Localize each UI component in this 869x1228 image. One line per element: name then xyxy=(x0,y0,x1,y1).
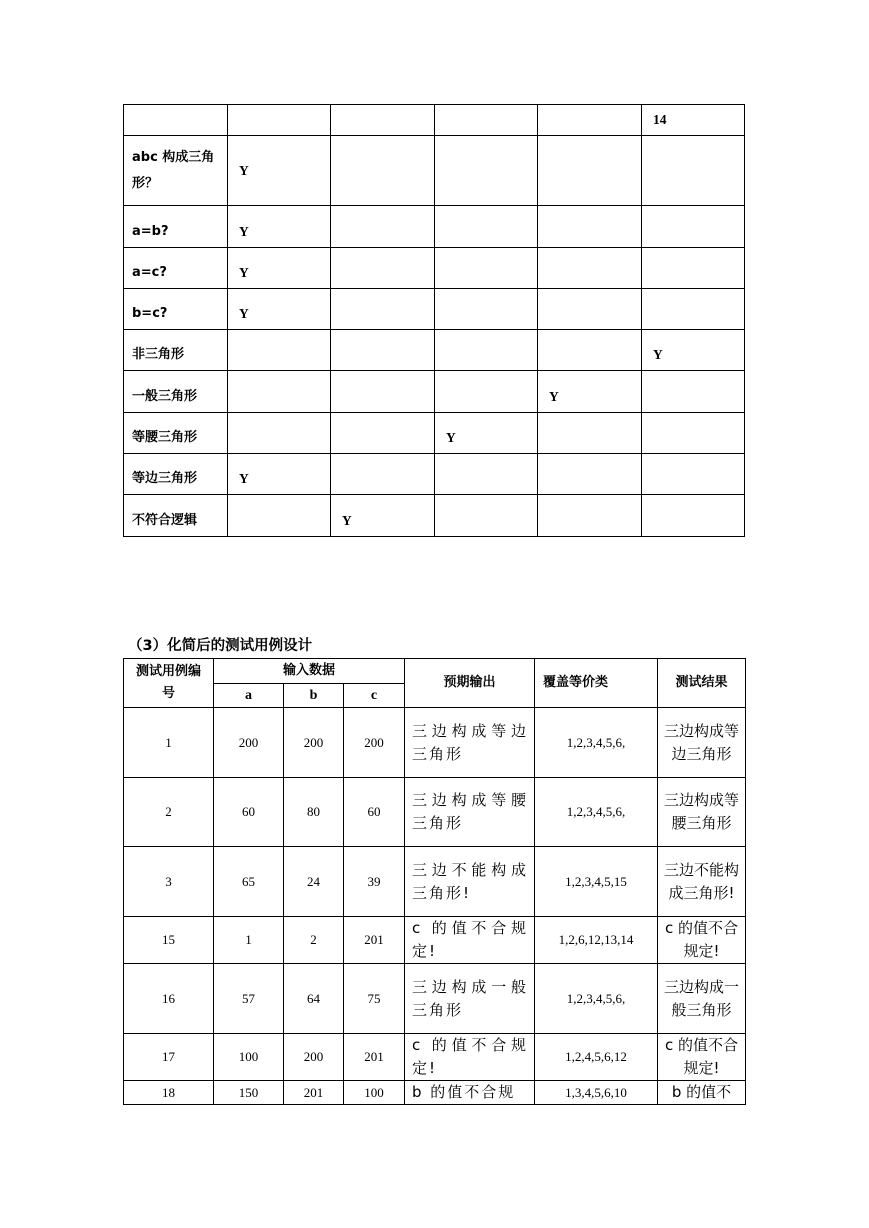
decision-cell xyxy=(331,105,435,136)
decision-cell xyxy=(642,206,745,248)
decision-cell xyxy=(538,206,642,248)
decision-cell xyxy=(538,289,642,330)
decision-cell xyxy=(435,248,538,289)
decision-cell: Y xyxy=(642,330,745,371)
decision-cell xyxy=(435,371,538,413)
input-a-cell: 200 xyxy=(214,708,284,778)
coverage-cell: 1,2,4,5,6,12 xyxy=(535,1034,658,1081)
case-id-cell: 16 xyxy=(124,964,214,1034)
decision-cell xyxy=(642,413,745,454)
decision-cell xyxy=(538,330,642,371)
section-heading: （3）化简后的测试用例设计 xyxy=(128,638,313,654)
decision-cell xyxy=(538,136,642,206)
decision-cell xyxy=(228,371,331,413)
decision-cell xyxy=(538,413,642,454)
decision-row xyxy=(124,371,745,413)
decision-cell xyxy=(331,371,435,413)
input-a-cell: 100 xyxy=(214,1034,284,1081)
decision-cell: Y xyxy=(228,248,331,289)
expected-output-cell: 三边构成等腰三角形 xyxy=(405,778,535,847)
decision-cell: Y xyxy=(228,206,331,248)
decision-row xyxy=(124,248,745,289)
decision-row-label xyxy=(124,105,228,136)
expected-output-cell: c 的值不合规定! xyxy=(405,1034,535,1081)
decision-cell: Y xyxy=(228,289,331,330)
test-result-cell: 三边不能构成三角形! xyxy=(658,847,746,917)
decision-row-label: 等腰三角形 xyxy=(124,413,228,454)
input-b-cell: 201 xyxy=(284,1081,344,1105)
table-row xyxy=(124,917,746,964)
decision-cell xyxy=(331,289,435,330)
header-b: b xyxy=(284,684,344,708)
decision-cell xyxy=(435,206,538,248)
decision-table xyxy=(123,104,745,537)
input-b-cell: 2 xyxy=(284,917,344,964)
expected-output-cell: 三边构成一般三角形 xyxy=(405,964,535,1034)
decision-cell: Y xyxy=(435,413,538,454)
decision-cell xyxy=(435,289,538,330)
case-id-cell: 17 xyxy=(124,1034,214,1081)
decision-row xyxy=(124,330,745,371)
test-cases-table xyxy=(123,658,746,1105)
case-id-cell: 2 xyxy=(124,778,214,847)
input-a-cell: 57 xyxy=(214,964,284,1034)
coverage-cell: 1,3,4,5,6,10 xyxy=(535,1081,658,1105)
expected-output-cell: b 的值不合规 xyxy=(405,1081,535,1105)
case-id-cell: 15 xyxy=(124,917,214,964)
decision-cell xyxy=(642,495,745,537)
decision-row-label: 一般三角形 xyxy=(124,371,228,413)
header-test-result: 测试结果 xyxy=(658,659,746,708)
header-expected-output: 预期输出 xyxy=(405,659,535,708)
decision-row-label: b=c? xyxy=(124,289,228,330)
decision-row xyxy=(124,454,745,495)
input-b-cell: 64 xyxy=(284,964,344,1034)
decision-cell xyxy=(538,454,642,495)
input-c-cell: 200 xyxy=(344,708,405,778)
decision-cell xyxy=(435,105,538,136)
decision-row-label: 等边三角形 xyxy=(124,454,228,495)
decision-row-label: 非三角形 xyxy=(124,330,228,371)
decision-cell xyxy=(538,495,642,537)
decision-cell xyxy=(331,206,435,248)
decision-cell: Y xyxy=(538,371,642,413)
test-result-cell: 三边构成一般三角形 xyxy=(658,964,746,1034)
input-a-cell: 1 xyxy=(214,917,284,964)
table-row xyxy=(124,708,746,778)
decision-cell xyxy=(228,330,331,371)
decision-cell xyxy=(331,136,435,206)
coverage-cell: 1,2,3,4,5,15 xyxy=(535,847,658,917)
input-b-cell: 200 xyxy=(284,708,344,778)
header-c: c xyxy=(344,684,405,708)
input-a-cell: 60 xyxy=(214,778,284,847)
case-id-cell: 18 xyxy=(124,1081,214,1105)
table-row xyxy=(124,964,746,1034)
input-c-cell: 39 xyxy=(344,847,405,917)
test-result-cell: 三边构成等边三角形 xyxy=(658,708,746,778)
coverage-cell: 1,2,3,4,5,6, xyxy=(535,778,658,847)
table-row xyxy=(124,1034,746,1081)
test-result-cell: b 的值不 xyxy=(658,1081,746,1105)
decision-cell xyxy=(642,136,745,206)
decision-table-body xyxy=(124,105,745,537)
decision-row xyxy=(124,105,745,136)
decision-cell: 14 xyxy=(642,105,745,136)
expected-output-cell: 三边构成等边三角形 xyxy=(405,708,535,778)
coverage-cell: 1,2,6,12,13,14 xyxy=(535,917,658,964)
decision-cell xyxy=(435,454,538,495)
decision-row xyxy=(124,136,745,206)
decision-cell xyxy=(642,371,745,413)
decision-cell xyxy=(331,248,435,289)
input-c-cell: 201 xyxy=(344,1034,405,1081)
table-row xyxy=(124,1081,746,1105)
decision-cell: Y xyxy=(228,454,331,495)
decision-row-label: abc 构成三角形？ xyxy=(124,136,228,206)
input-c-cell: 100 xyxy=(344,1081,405,1105)
input-b-cell: 200 xyxy=(284,1034,344,1081)
decision-cell xyxy=(228,413,331,454)
decision-cell xyxy=(538,248,642,289)
decision-cell xyxy=(538,105,642,136)
input-c-cell: 75 xyxy=(344,964,405,1034)
case-id-cell: 3 xyxy=(124,847,214,917)
decision-cell xyxy=(228,105,331,136)
test-cases-body xyxy=(124,708,746,1105)
coverage-cell: 1,2,3,4,5,6, xyxy=(535,708,658,778)
header-coverage: 覆盖等价类 xyxy=(535,659,658,708)
decision-row xyxy=(124,495,745,537)
decision-cell xyxy=(331,454,435,495)
input-b-cell: 24 xyxy=(284,847,344,917)
decision-cell xyxy=(331,330,435,371)
table-row xyxy=(124,778,746,847)
decision-row-label: a=b? xyxy=(124,206,228,248)
decision-cell: Y xyxy=(228,136,331,206)
decision-row-label: 不符合逻辑 xyxy=(124,495,228,537)
decision-cell xyxy=(435,330,538,371)
coverage-cell: 1,2,3,4,5,6, xyxy=(535,964,658,1034)
input-a-cell: 150 xyxy=(214,1081,284,1105)
expected-output-cell: c 的值不合规定! xyxy=(405,917,535,964)
decision-cell xyxy=(642,248,745,289)
decision-cell xyxy=(435,136,538,206)
case-id-cell: 1 xyxy=(124,708,214,778)
decision-cell xyxy=(228,495,331,537)
decision-row xyxy=(124,289,745,330)
decision-cell xyxy=(435,495,538,537)
expected-output-cell: 三边不能构成三角形! xyxy=(405,847,535,917)
header-input-data: 输入数据 xyxy=(214,659,405,684)
test-result-cell: c 的值不合规定! xyxy=(658,1034,746,1081)
test-result-cell: 三边构成等腰三角形 xyxy=(658,778,746,847)
header-a: a xyxy=(214,684,284,708)
decision-cell: Y xyxy=(331,495,435,537)
input-a-cell: 65 xyxy=(214,847,284,917)
input-b-cell: 80 xyxy=(284,778,344,847)
decision-row xyxy=(124,206,745,248)
decision-row-label: a=c? xyxy=(124,248,228,289)
table-row xyxy=(124,847,746,917)
input-c-cell: 60 xyxy=(344,778,405,847)
decision-cell xyxy=(642,289,745,330)
test-result-cell: c 的值不合规定! xyxy=(658,917,746,964)
decision-cell xyxy=(642,454,745,495)
decision-cell xyxy=(331,413,435,454)
decision-row xyxy=(124,413,745,454)
header-case-id: 测试用例编号 xyxy=(124,659,214,708)
input-c-cell: 201 xyxy=(344,917,405,964)
